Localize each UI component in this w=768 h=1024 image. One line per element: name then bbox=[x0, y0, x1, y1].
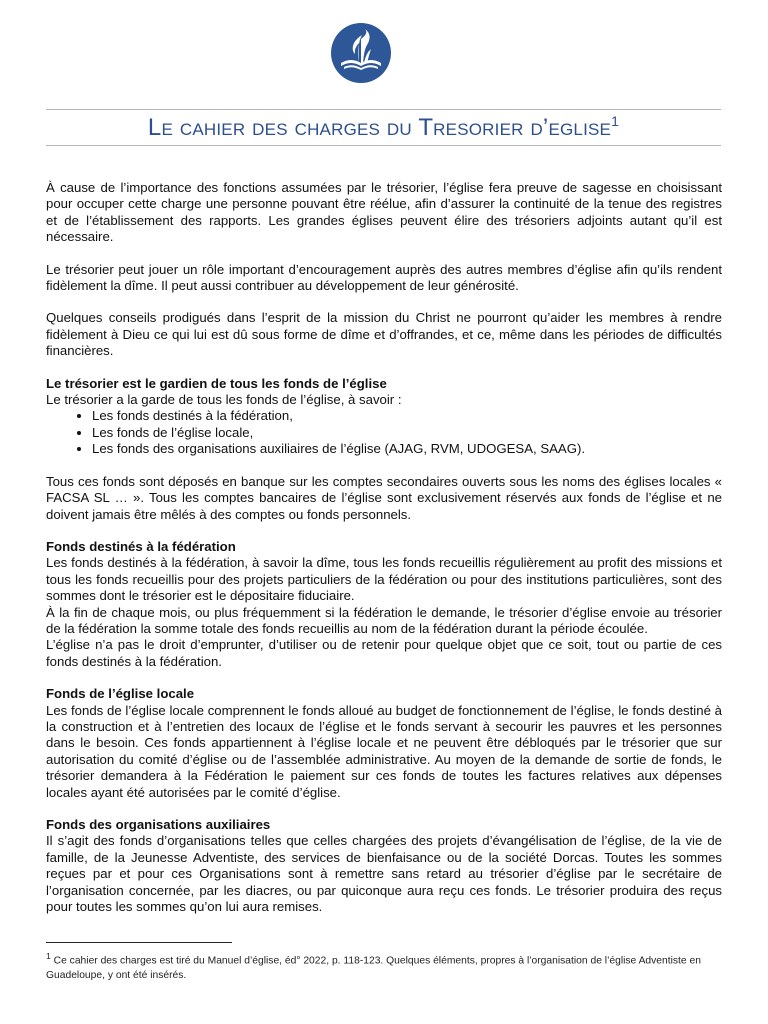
federation-paragraph: L’église n’a pas le droit d’emprunter, d’utiliser ou de retenir pour quelque objet que ce soit, tout ou partie de ces fonds destinés à la fédération. bbox=[46, 637, 722, 669]
section-heading-auxiliary: Fonds des organisations auxiliaires bbox=[46, 817, 271, 832]
federation-paragraph: Les fonds destinés à la fédération, à savoir la dîme, tous les fonds recueillis régulièrement au profit des missions et tous les fonds recueillis pour des projets particuliers de la fédération ou pour des institutions particulières, sont des sommes dont le trésorier est le dépositaire fiduciaire. bbox=[46, 555, 722, 604]
local-paragraph: Les fonds de l’église locale comprennent le fonds alloué au budget de fonctionnement de l’église, le fonds destiné à la construction et à l’entretien des locaux de l’église et le fonds servant à secourir les pauvres et les personnes dans le besoin. Ces fonds appartiennent à l’église locale et ne peuvent être débloqués par le trésorier que sur autorisation du comité d’église ou de l’assemblée administrative. Au moyen de la demande de sortie de fonds, le trésorier demandera à la Fédération le paiement sur ces fonds de toutes les factures relatives aux dépenses locales ayant été autorisées par le comité d’église. bbox=[46, 702, 722, 800]
section-heading-local: Fonds de l’église locale bbox=[46, 686, 195, 702]
footnote-text: Ce cahier des charges est tiré du Manuel d’église, éd° 2022, p. 118-123. Quelques éléments, propres à l’organisation de l’église Adventiste en Guadeloupe, y ont été insérés. bbox=[46, 955, 701, 982]
title-top-rule bbox=[46, 109, 721, 110]
title-footnote-mark: 1 bbox=[611, 113, 620, 129]
footnote bbox=[46, 949, 722, 983]
document-body bbox=[46, 180, 722, 931]
section-heading-guardian: Le trésorier est le gardien de tous les fonds de l’église bbox=[46, 375, 387, 391]
list-item: • Les fonds destinés à la fédération, bbox=[92, 408, 722, 424]
intro-paragraph: À cause de l’importance des fonctions assumées par le trésorier, l’église fera preuve de sagesse en choisissant pour occuper cette charge une personne pouvant être réélue, afin d’assurer la continuité de la tenue des registres et de l’établissement des rapports. Les grandes églises peuvent élire des trésoriers adjoints autant qu’il est nécessaire. bbox=[46, 180, 722, 245]
intro-paragraph: Le trésorier peut jouer un rôle important d’encouragement auprès des autres membres d’église afin qu’ils rendent fidèlement la dîme. Il peut aussi contribuer au développement de leur générosité. bbox=[46, 261, 722, 294]
page-title bbox=[46, 113, 721, 143]
funds-list bbox=[46, 408, 722, 457]
section-heading-federation: Fonds destinés à la fédération bbox=[46, 538, 236, 554]
guardian-lead: Le trésorier a la garde de tous les fonds de l’église, à savoir : bbox=[46, 392, 402, 408]
page-title-text: Le cahier des charges du Tresorier d’eglise bbox=[147, 114, 612, 141]
adventist-logo-icon bbox=[331, 23, 391, 83]
list-item: • Les fonds des organisations auxiliaires de l’église (AJAG, RVM, UDOGESA, SAAG). bbox=[92, 441, 722, 457]
federation-paragraph: À la fin de chaque mois, ou plus fréquemment si la fédération le demande, le trésorier d’église envoie au trésorier de la fédération la somme totale des fonds recueillis au nom de la fédération durant la période écoulée. bbox=[46, 604, 722, 636]
footnote-mark: 1 bbox=[46, 951, 51, 961]
list-item: • Les fonds de l’église locale, bbox=[92, 425, 722, 441]
footnote-rule bbox=[46, 942, 232, 943]
title-bottom-rule bbox=[46, 145, 721, 146]
intro-paragraph: Quelques conseils prodigués dans l’esprit de la mission du Christ ne pourront qu’aider les membres à rendre fidèlement à Dieu ce qui lui est dû sous forme de dîme et d’offrandes, et ce, même dans les périodes de difficultés financières. bbox=[46, 310, 722, 359]
auxiliary-paragraph: Il s’agit des fonds d’organisations telles que celles chargées des projets d’évangélisation de l’église, de la vie de famille, de la Jeunesse Adventiste, des services de bienfaisance ou de la société Dorcas. Toutes les sommes reçues par et pour ces Organisations sont à remettre sans retard au trésorier d’église par le secrétaire de l’organisation concernée, par les diacres, ou par quiconque aura reçu ces fonds. Le trésorier produira des reçus pour toutes les sommes qu’on lui aura remises. bbox=[46, 833, 722, 915]
guardian-paragraph: Tous ces fonds sont déposés en banque sur les comptes secondaires ouverts sous les noms des églises locales « FACSA SL … ». Tous les comptes bancaires de l’église sont exclusivement réservés aux fonds de l’église et ne doivent jamais être mêlés à des comptes ou fonds personnels. bbox=[46, 473, 722, 522]
